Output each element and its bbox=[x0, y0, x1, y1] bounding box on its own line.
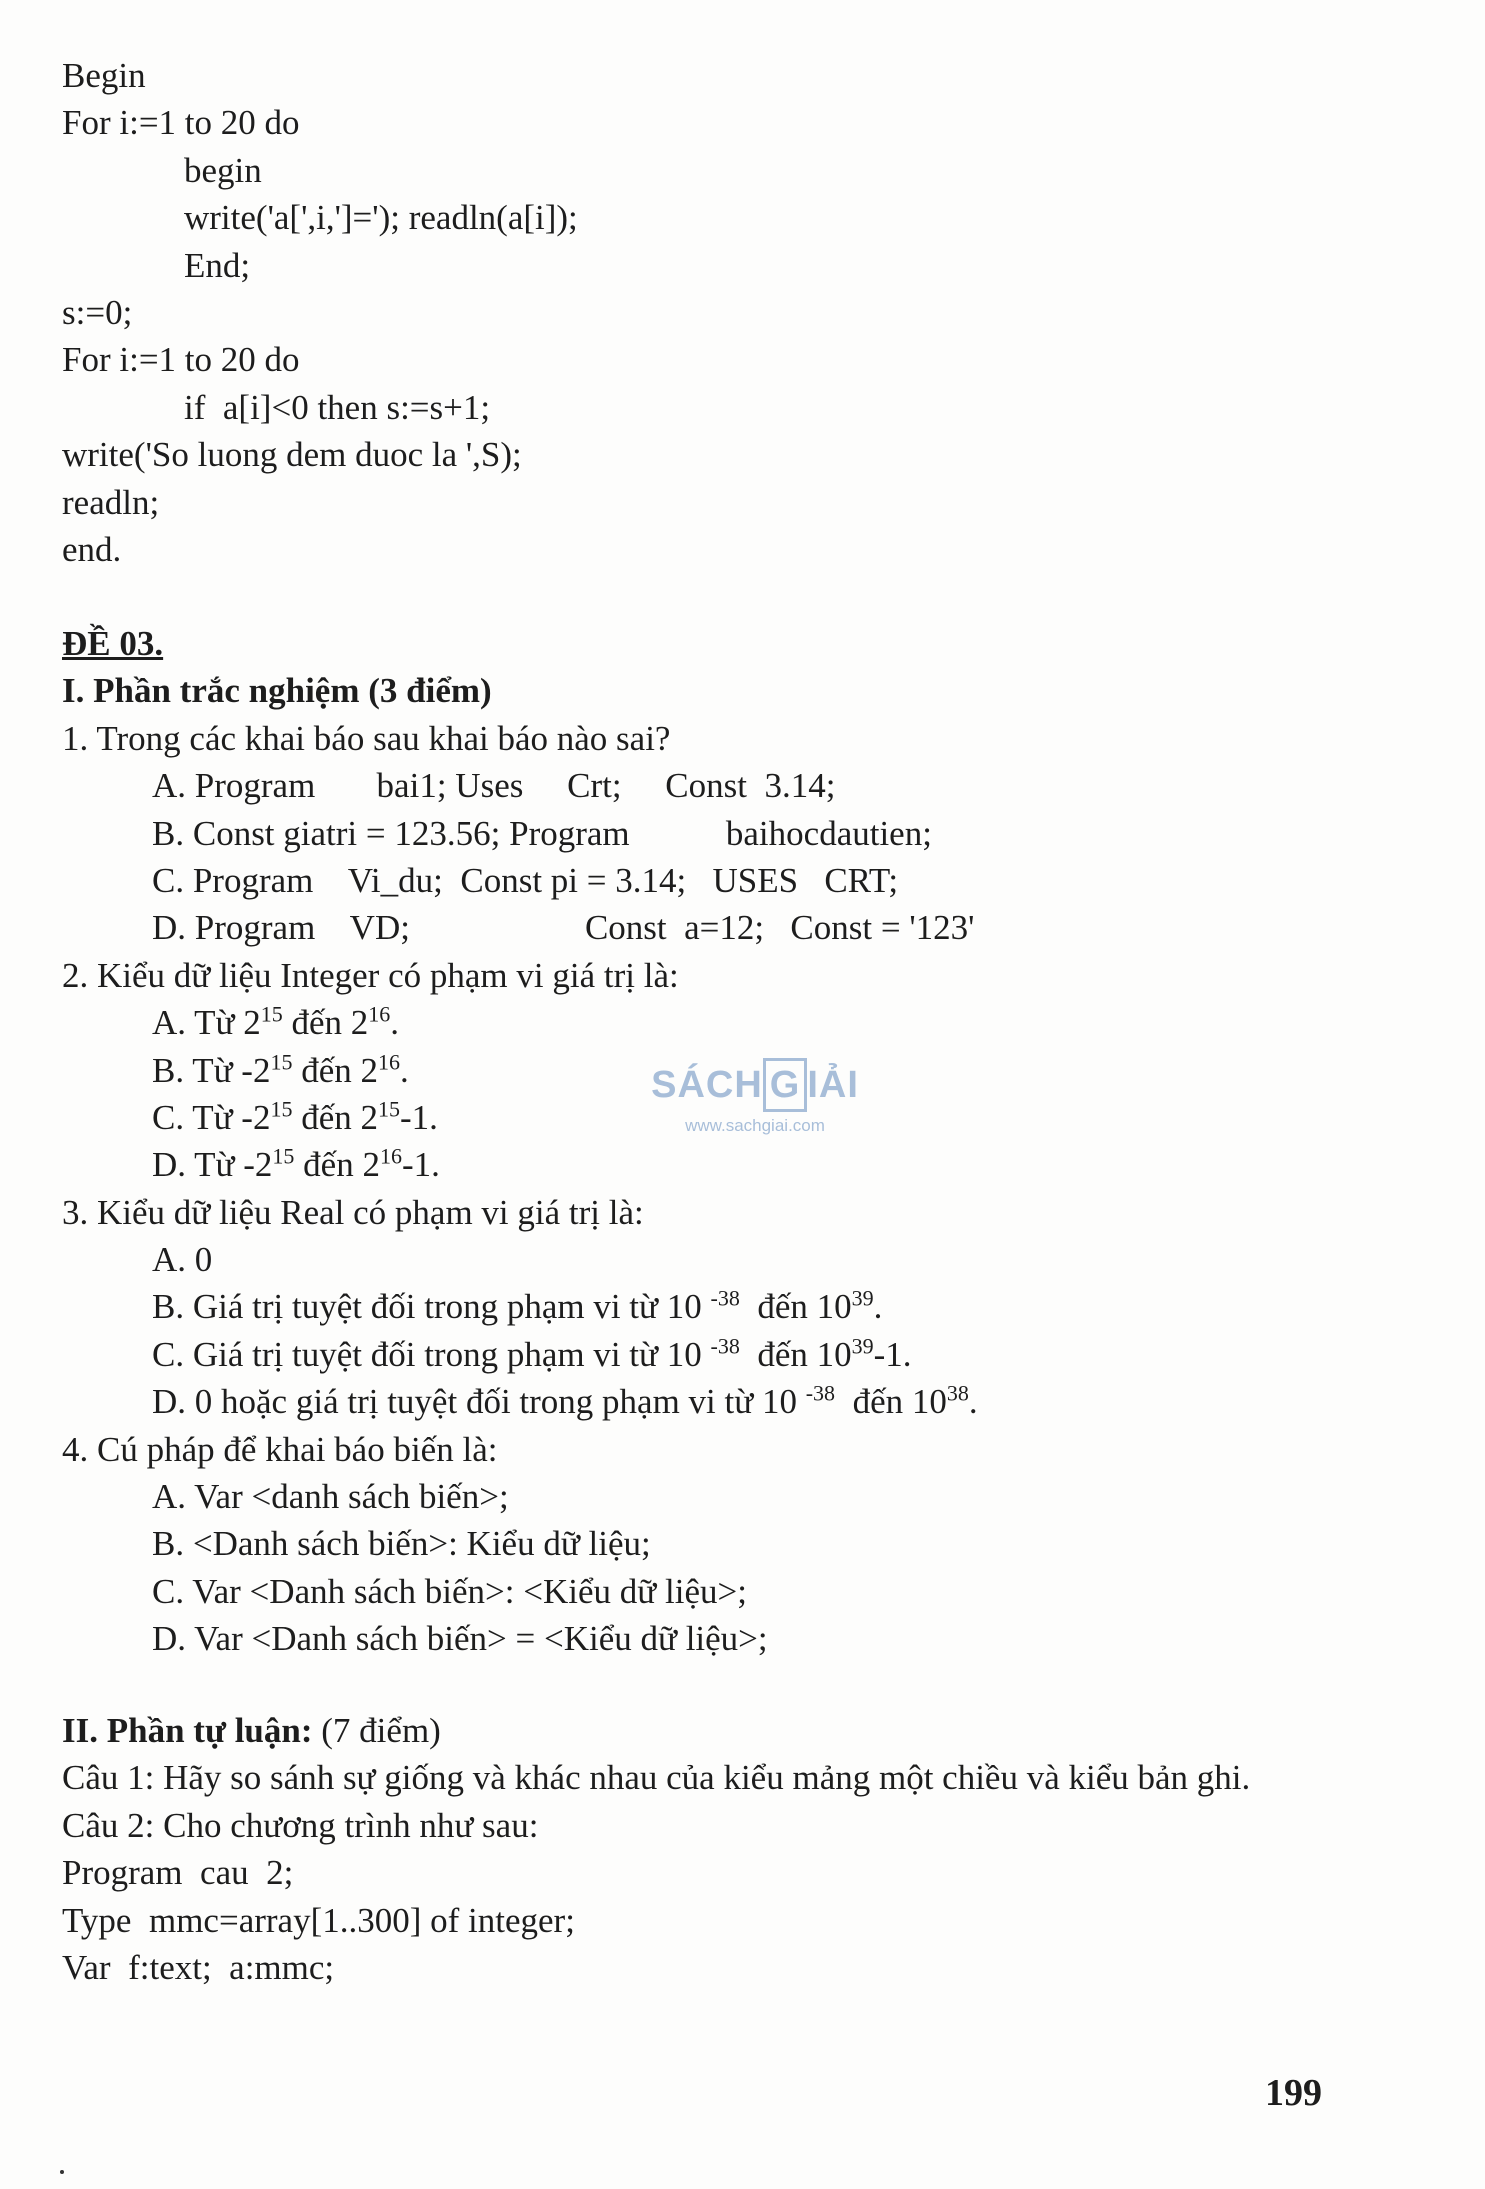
q4-option-b: B. <Danh sách biến>: Kiểu dữ liệu; bbox=[152, 1524, 651, 1564]
code-line: end. bbox=[62, 529, 122, 569]
essay-question-2: Câu 2: Cho chương trình như sau: bbox=[62, 1805, 539, 1845]
q1-option-d: D. Program VD; Const a=12; Const = '123' bbox=[152, 908, 975, 948]
q2-option-a: A. Từ $2^{15}$ đến $2^{16}$. bbox=[152, 1001, 400, 1043]
q2-option-d: D. Từ $-2^{15}$ đến $2^{16}-1$. bbox=[152, 1143, 440, 1185]
code-line: Begin bbox=[62, 56, 146, 95]
code-line: For i:=1 to 20 do bbox=[62, 340, 300, 380]
q1-option-c: C. Program Vi_du; Const pi = 3.14; USES CRT; bbox=[152, 860, 899, 900]
essay-section bbox=[62, 1707, 1382, 1991]
pascal-code-top bbox=[62, 52, 1362, 573]
q4-option-a: A. Var <danh sách biến>; bbox=[152, 1477, 509, 1517]
code-line: Program cau 2; bbox=[62, 1853, 294, 1893]
part2-title: II. Phần tự luận: (7 điểm) bbox=[62, 1711, 441, 1750]
code-line: Type mmc=array[1..300] of integer; bbox=[62, 1900, 575, 1940]
question-4: 4. Cú pháp để khai báo biến là: bbox=[62, 1429, 498, 1469]
q3-option-c: C. Giá trị tuyệt đối trong phạm vi từ 10 $^{-38}$ đến $10^{39}-1$. bbox=[152, 1333, 912, 1374]
page-number: 199 bbox=[1265, 2072, 1322, 2114]
q2-option-c: C. Từ $-2^{15}$ đến $2^{15}-1$. bbox=[152, 1096, 438, 1137]
scan-speck bbox=[60, 2170, 64, 2174]
q4-option-c: C. Var <Danh sách biến>: <Kiểu dữ liệu>; bbox=[152, 1571, 747, 1611]
code-line: write('a[',i,']='); readln(a[i]); bbox=[184, 198, 578, 238]
code-line: s:=0; bbox=[62, 292, 133, 332]
watermark-url: www.sachgiai.com bbox=[685, 1116, 825, 1135]
q4-option-d: D. Var <Danh sách biến> = <Kiểu dữ liệu>; bbox=[152, 1619, 768, 1659]
code-line: Var f:text; a:mmc; bbox=[62, 1947, 335, 1987]
question-1: 1. Trong các khai báo sau khai báo nào sai? bbox=[62, 718, 671, 758]
part1-title: I. Phần trắc nghiệm (3 điểm) bbox=[62, 671, 492, 711]
code-line: write('So luong dem duoc la ',S); bbox=[62, 435, 522, 475]
code-line: For i:=1 to 20 do bbox=[62, 103, 300, 143]
watermark-logo: SÁCH G IẢI www.sachgiai.com bbox=[640, 1055, 870, 1165]
q1-option-b: B. Const giatri = 123.56; Program baihocdautien; bbox=[152, 813, 932, 853]
question-2: 2. Kiểu dữ liệu Integer có phạm vi giá trị là: bbox=[62, 955, 679, 995]
code-line: begin bbox=[184, 150, 262, 190]
code-line: End; bbox=[184, 245, 251, 285]
q1-option-a: A. Program bai1; Uses Crt; Const 3.14; bbox=[152, 766, 836, 806]
q2-option-b: B. Từ $-2^{15}$ đến $2^{16}$. bbox=[152, 1048, 409, 1090]
q3-option-b: B. Giá trị tuyệt đối trong phạm vi từ 10 $^{-38}$ đến $10^{39}$. bbox=[152, 1285, 883, 1327]
essay-question-1: Câu 1: Hãy so sánh sự giống và khác nhau của kiểu mảng một chiều và kiểu bản ghi. bbox=[62, 1758, 1251, 1798]
code-line: if a[i]<0 then s:=s+1; bbox=[184, 387, 491, 427]
question-3: 3. Kiểu dữ liệu Real có phạm vi giá trị là: bbox=[62, 1192, 644, 1232]
q3-option-a: A. 0 bbox=[152, 1240, 213, 1280]
code-line: readln; bbox=[62, 482, 160, 522]
q3-option-d: D. 0 hoặc giá trị tuyệt đối trong phạm vi từ 10 $^{-38}$ đến $10^{38}$. bbox=[152, 1380, 978, 1422]
exam-title: ĐỀ 03. bbox=[62, 624, 164, 663]
